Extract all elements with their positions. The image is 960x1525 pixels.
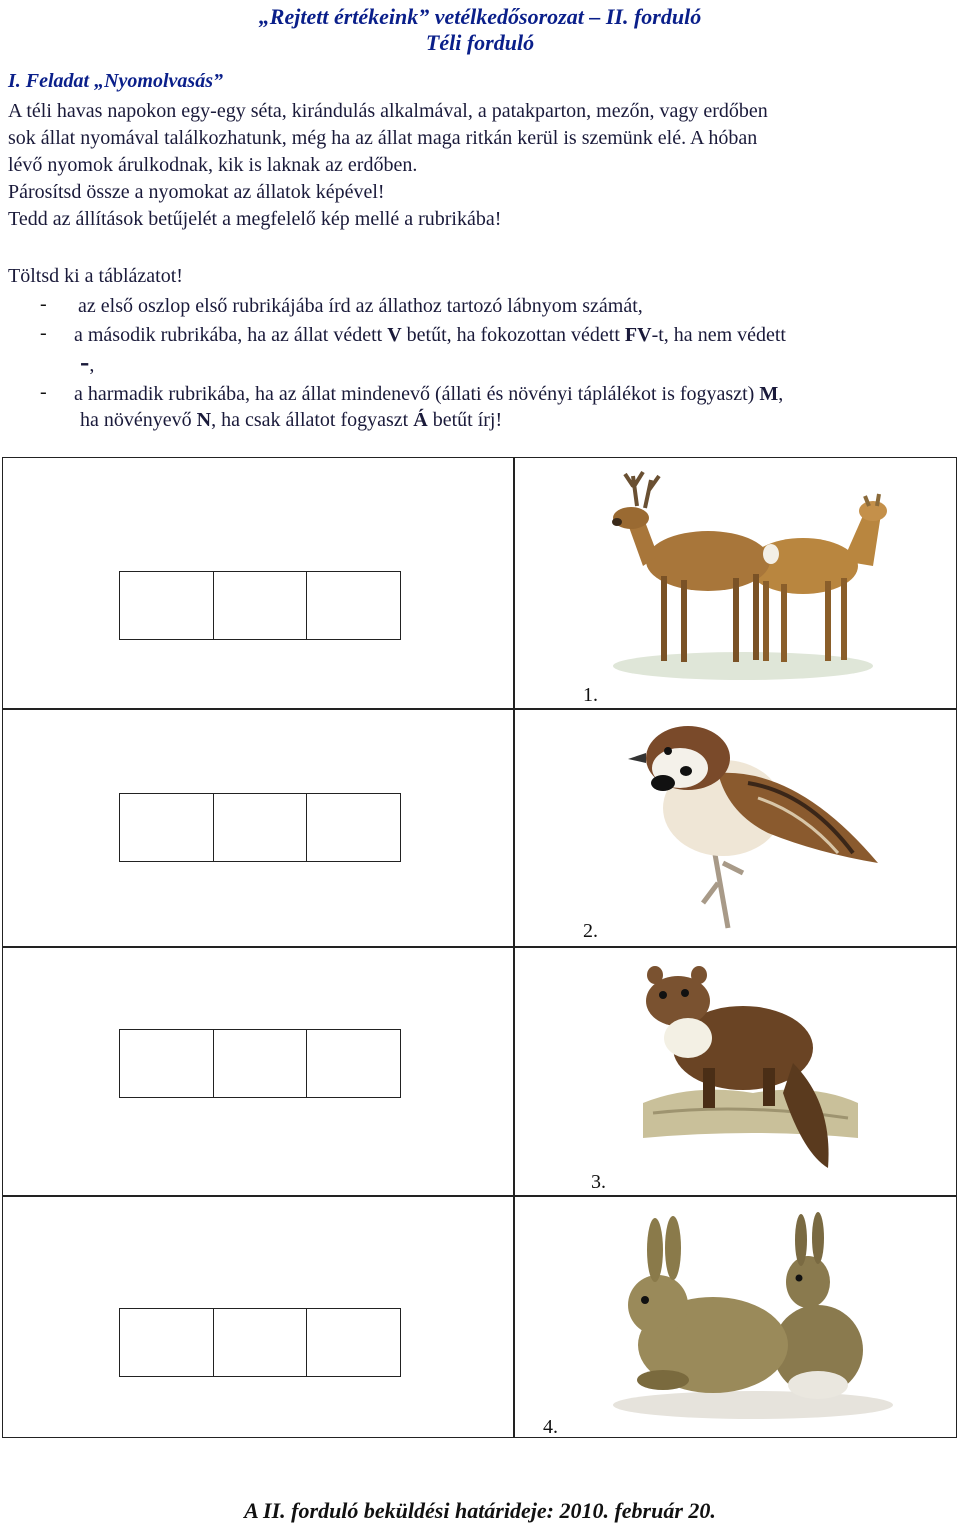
intro-line-1: A téli havas napokon egy-egy séta, kirándulás alkalmával, a patakparton, mezőn, vagy erdőben bbox=[8, 100, 768, 122]
answer-cell-footprint[interactable] bbox=[120, 794, 214, 861]
rule-3-code-a: Á bbox=[413, 409, 428, 431]
rule-3-cont bbox=[80, 407, 502, 433]
answer-boxes-row-3 bbox=[119, 1029, 401, 1098]
intro-line-4: Párosítsd össze a nyomokat az állatok képével! bbox=[8, 181, 385, 203]
table-column-divider bbox=[513, 458, 515, 1437]
rule-2-cont bbox=[80, 347, 95, 378]
row-divider-3 bbox=[3, 1195, 956, 1197]
answer-cell-protection[interactable] bbox=[214, 1030, 308, 1097]
task-heading: I. Feladat „Nyomolvasás” bbox=[8, 70, 223, 92]
answer-cell-protection[interactable] bbox=[214, 1309, 308, 1376]
rule-3-text-f: , ha csak állatot fogyaszt bbox=[211, 409, 414, 431]
contest-title: „Rejtett értékeink” vetélkedősorozat – II. forduló bbox=[258, 4, 702, 29]
rule-3-comma: , bbox=[778, 383, 784, 405]
rule-1: az első oszlop első rubrikájába írd az állathoz tartozó lábnyom számát, bbox=[78, 295, 643, 317]
answer-cell-footprint[interactable] bbox=[120, 1030, 214, 1097]
rule-2-text-e: -t, ha nem védett bbox=[651, 324, 786, 346]
rule-2-code-v: V bbox=[387, 324, 402, 346]
rule-3-bullet: - bbox=[40, 381, 47, 403]
marten-illustration bbox=[633, 953, 863, 1178]
deer-illustration bbox=[603, 466, 893, 691]
answer-cell-protection[interactable] bbox=[214, 794, 308, 861]
round-subtitle: Téli forduló bbox=[425, 30, 535, 55]
deadline-footer: A II. forduló beküldési határideje: 2010. február 20. bbox=[244, 1498, 716, 1523]
answer-boxes-row-1 bbox=[119, 571, 401, 640]
answer-cell-protection[interactable] bbox=[214, 572, 308, 639]
rule-3-text-d: ha növényevő bbox=[80, 409, 197, 431]
row-number-1: 1. bbox=[583, 684, 598, 706]
row-divider-2 bbox=[3, 946, 956, 948]
rule-2-bullet: - bbox=[40, 322, 47, 344]
fill-instruction: Töltsd ki a táblázatot! bbox=[8, 265, 183, 287]
answer-cell-footprint[interactable] bbox=[120, 572, 214, 639]
answer-cell-diet[interactable] bbox=[307, 1030, 400, 1097]
answer-cell-footprint[interactable] bbox=[120, 1309, 214, 1376]
answer-cell-diet[interactable] bbox=[307, 794, 400, 861]
rule-2-code-dash: - bbox=[80, 347, 90, 378]
rule-3-text-a: a harmadik rubrikába, ha az állat mindenevő (állati és növényi táplálékot is fogyaszt) bbox=[74, 383, 760, 405]
rule-3-code-n: N bbox=[196, 409, 212, 431]
rule-2-text-c: betűt, ha fokozottan védett bbox=[401, 324, 625, 346]
answer-cell-diet[interactable] bbox=[307, 1309, 400, 1376]
rule-3 bbox=[74, 381, 783, 407]
intro-line-2: sok állat nyomával találkozhatunk, még ha az állat maga ritkán kerül is szemünk elé. A hóban bbox=[8, 127, 758, 149]
answer-table bbox=[2, 457, 957, 1438]
answer-boxes-row-4 bbox=[119, 1308, 401, 1377]
rule-3-code-m: M bbox=[759, 383, 779, 405]
answer-cell-diet[interactable] bbox=[307, 572, 400, 639]
rule-3-text-h: betűt írj! bbox=[427, 409, 503, 431]
row-number-3: 3. bbox=[591, 1171, 606, 1193]
rule-2-comma: , bbox=[89, 354, 95, 376]
rule-1-bullet: - bbox=[40, 293, 47, 315]
rule-2 bbox=[74, 322, 786, 348]
rabbit-illustration bbox=[603, 1210, 893, 1425]
intro-line-3: lévő nyomok árulkodnak, kik is laknak az erdőben. bbox=[8, 154, 418, 176]
rule-2-code-fv: FV bbox=[624, 324, 652, 346]
sparrow-illustration bbox=[618, 713, 888, 933]
intro-line-5: Tedd az állítások betűjelét a megfelelő kép mellé a rubrikába! bbox=[8, 208, 502, 230]
row-divider-1 bbox=[3, 708, 956, 710]
row-number-4: 4. bbox=[543, 1416, 558, 1438]
row-number-2: 2. bbox=[583, 920, 598, 942]
rule-2-text-a: a második rubrikába, ha az állat védett bbox=[74, 324, 388, 346]
answer-boxes-row-2 bbox=[119, 793, 401, 862]
